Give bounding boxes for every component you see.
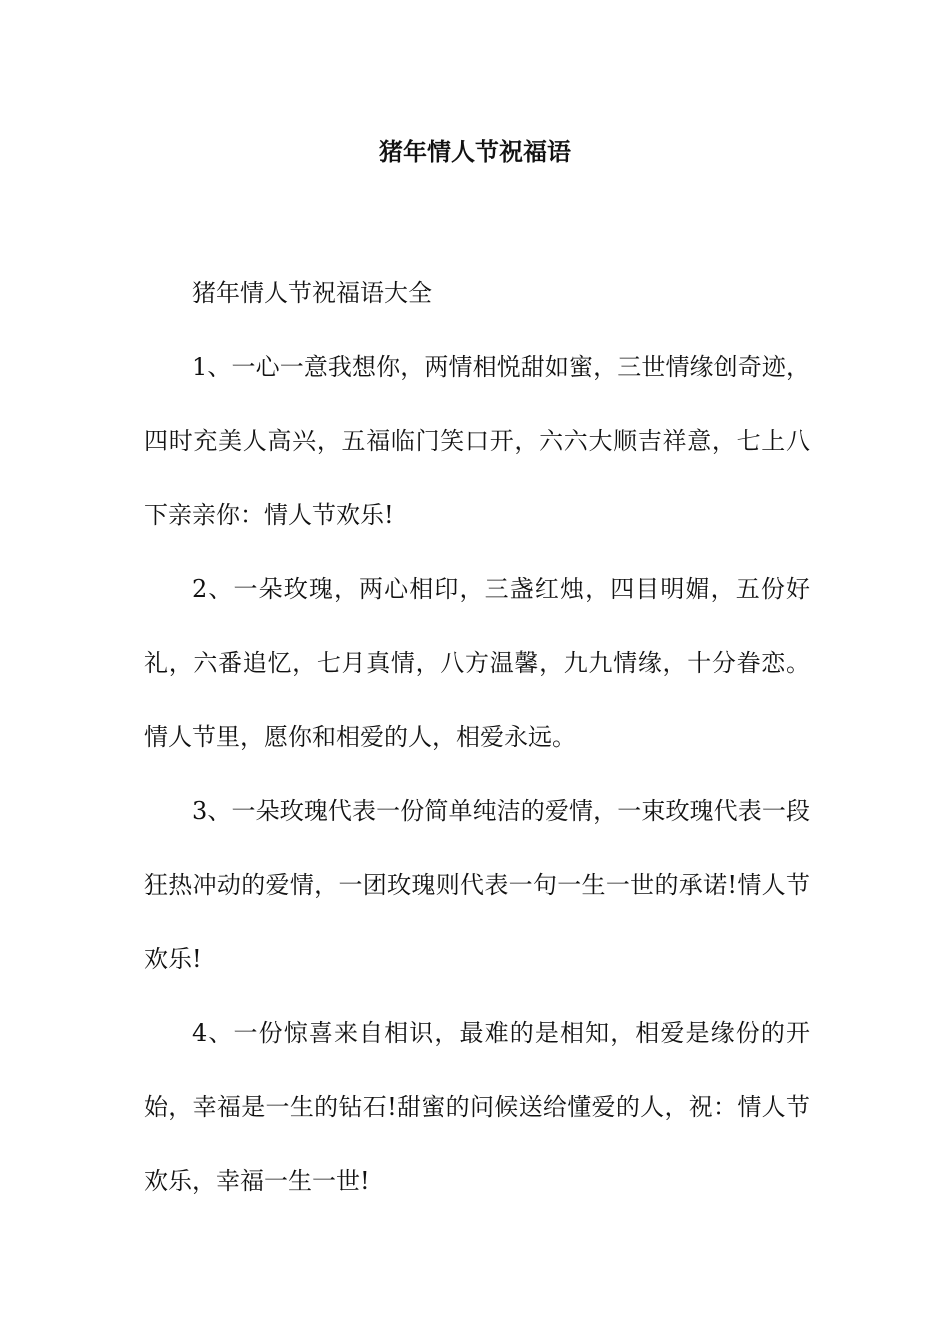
- document-body: [144, 256, 810, 1218]
- document-title: 猪年情人节祝福语: [379, 137, 571, 166]
- wish-paragraph-1: 1、一心一意我想你，两情相悦甜如蜜，三世情缘创奇迹，四时充美人高兴，五福临门笑口开，六六大顺吉祥意，七上八下亲亲你：情人节欢乐!: [144, 353, 810, 529]
- wish-paragraph-2: 2、一朵玫瑰，两心相印，三盏红烛，四目明媚，五份好礼，六番追忆，七月真情，八方温馨，九九情缘，十分眷恋。情人节里，愿你和相爱的人，相爱永远。: [144, 575, 810, 751]
- wish-paragraph-3: 3、一朵玫瑰代表一份简单纯洁的爱情，一束玫瑰代表一段狂热冲动的爱情，一团玫瑰则代表一句一生一世的承诺!情人节欢乐!: [144, 797, 810, 973]
- wish-paragraph-4: 4、一份惊喜来自相识，最难的是相知，相爱是缘份的开始，幸福是一生的钻石!甜蜜的问候送给懂爱的人，祝：情人节欢乐，幸福一生一世!: [144, 1019, 810, 1195]
- subtitle-paragraph: 猪年情人节祝福语大全: [192, 279, 432, 307]
